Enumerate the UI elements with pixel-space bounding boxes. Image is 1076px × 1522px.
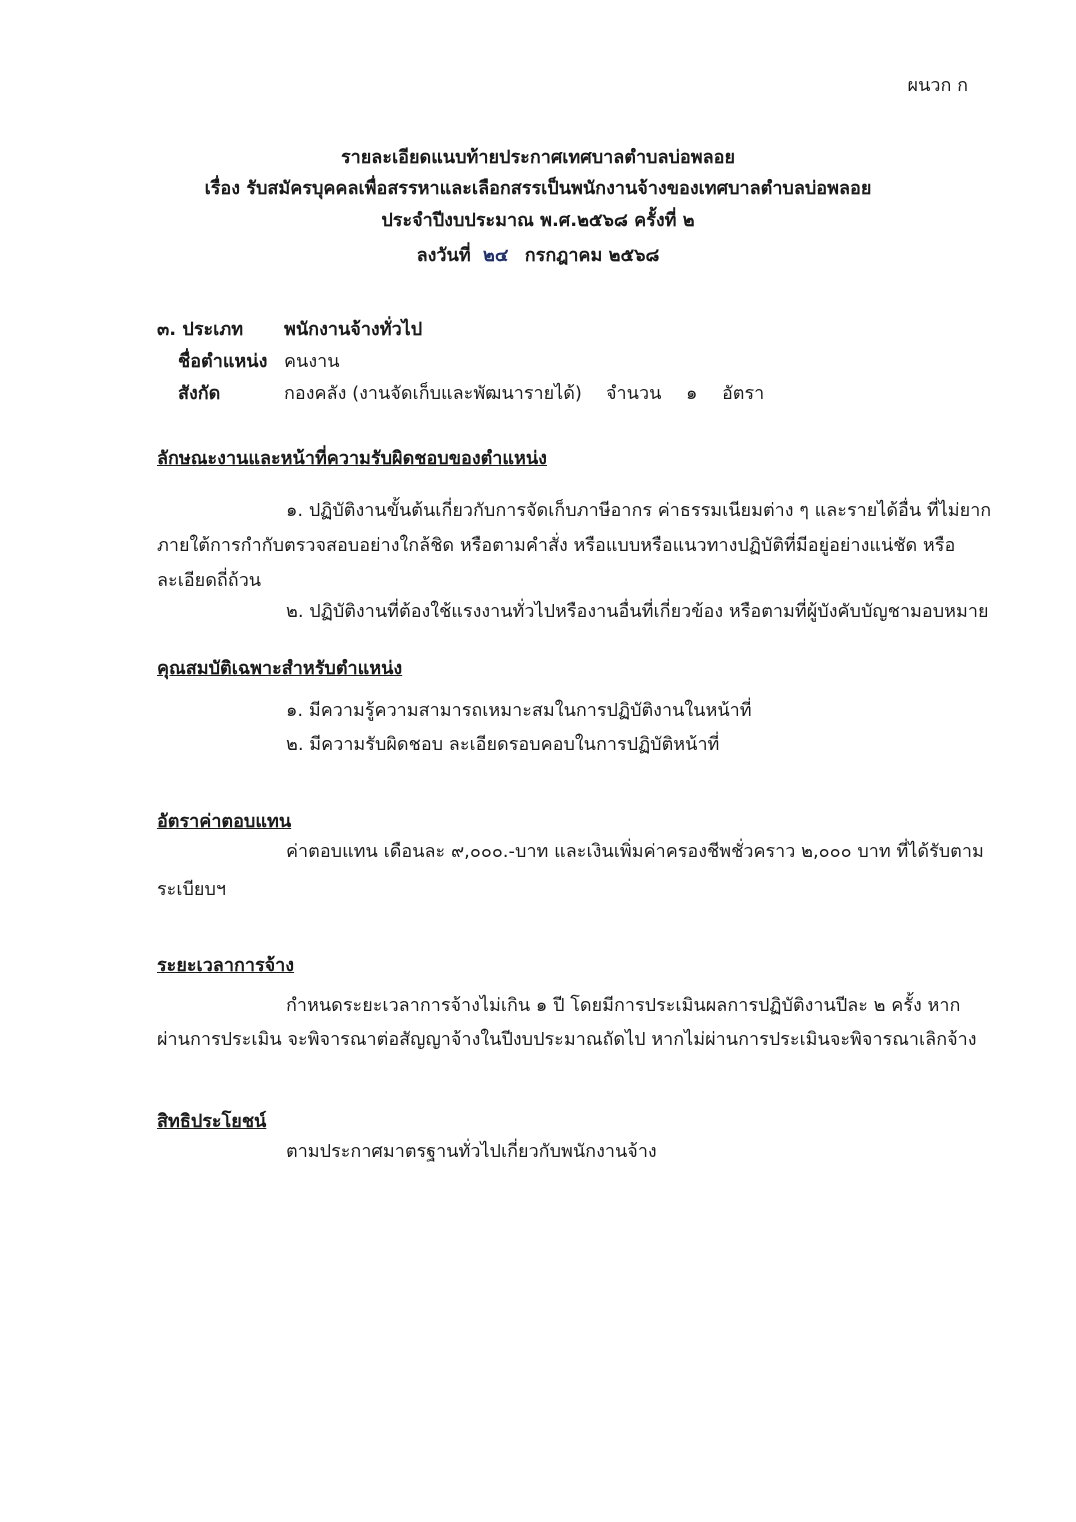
period-line-1: กำหนดระยะเวลาการจ้างไม่เกิน ๑ ปี โดยมีการประเมินผลการปฏิบัติงานปีละ ๒ ครั้ง หาก (286, 995, 961, 1016)
position-name-label: ชื่อตำแหน่ง (178, 351, 268, 372)
unit-value: กองคลัง (งานจัดเก็บและพัฒนารายได้) (284, 383, 582, 404)
annex-label: ผนวก ก (907, 75, 968, 96)
date-day: ๒๔ (482, 245, 509, 266)
count-value: ๑ (686, 383, 698, 404)
unit-label: สังกัด (178, 383, 221, 404)
document-subject: เรื่อง รับสมัครบุคคลเพื่อสรรหาและเลือกสรรเป็นพนักงานจ้างของเทศบาลตำบลบ่อพลอย (204, 178, 872, 199)
period-heading: ระยะเวลาการจ้าง (157, 955, 295, 976)
duty-item-1-line-2: ภายใต้การกำกับตรวจสอบอย่างใกล้ชิด หรือตามคำสั่ง หรือแบบหรือแนวทางปฏิบัติที่มีอยู่อย่างแน่ชัด หรือ (157, 535, 956, 556)
benefits-line-1: ตามประกาศมาตรฐานทั่วไปเกี่ยวกับพนักงานจ้าง (286, 1141, 657, 1162)
date-prefix: ลงวันที่ (416, 245, 471, 266)
qualification-item-1: ๑. มีความรู้ความสามารถเหมาะสมในการปฏิบัติงานในหน้าที่ (286, 700, 752, 721)
qualifications-heading: คุณสมบัติเฉพาะสำหรับตำแหน่ง (157, 658, 403, 679)
duty-item-1-line-1: ๑. ปฏิบัติงานขั้นต้นเกี่ยวกับการจัดเก็บภาษีอากร ค่าธรรมเนียมต่าง ๆ และรายได้อื่น ที่ไม่ยาก (286, 500, 992, 521)
date-line (0, 240, 1076, 269)
duty-item-1-line-3: ละเอียดถี่ถ้วน (157, 570, 262, 591)
compensation-heading: อัตราค่าตอบแทน (157, 811, 292, 832)
count-label: จำนวน (606, 383, 662, 404)
period-line-2: ผ่านการประเมิน จะพิจารณาต่อสัญญาจ้างในปีงบประมาณถัดไป หากไม่ผ่านการประเมินจะพิจารณาเลิกจ้าง (157, 1029, 977, 1050)
duties-heading: ลักษณะงานและหน้าที่ความรับผิดชอบของตำแหน่ง (157, 448, 547, 469)
duty-item-2: ๒. ปฏิบัติงานที่ต้องใช้แรงงานทั่วไปหรืองานอื่นที่เกี่ยวข้อง หรือตามที่ผู้บังคับบัญชามอบหมาย (286, 601, 989, 622)
benefits-heading: สิทธิประโยชน์ (157, 1111, 267, 1132)
date-month-year: กรกฎาคม ๒๕๖๘ (524, 245, 660, 266)
position-name-value: คนงาน (284, 351, 340, 372)
fiscal-year-line: ประจำปีงบประมาณ พ.ศ.๒๕๖๘ ครั้งที่ ๒ (381, 210, 695, 231)
count-unit: อัตรา (722, 383, 765, 404)
document-title: รายละเอียดแนบท้ายประกาศเทศบาลตำบลบ่อพลอย (340, 147, 735, 168)
qualification-item-2: ๒. มีความรับผิดชอบ ละเอียดรอบคอบในการปฏิบัติหน้าที่ (286, 734, 720, 755)
compensation-line-1: ค่าตอบแทน เดือนละ ๙,๐๐๐.-บาท และเงินเพิ่มค่าครองชีพชั่วคราว ๒,๐๐๐ บาท ที่ได้รับตาม (286, 841, 984, 862)
type-value: พนักงานจ้างทั่วไป (284, 319, 423, 340)
compensation-line-2: ระเบียบฯ (157, 879, 226, 900)
type-label: ๓. ประเภท (157, 319, 244, 340)
